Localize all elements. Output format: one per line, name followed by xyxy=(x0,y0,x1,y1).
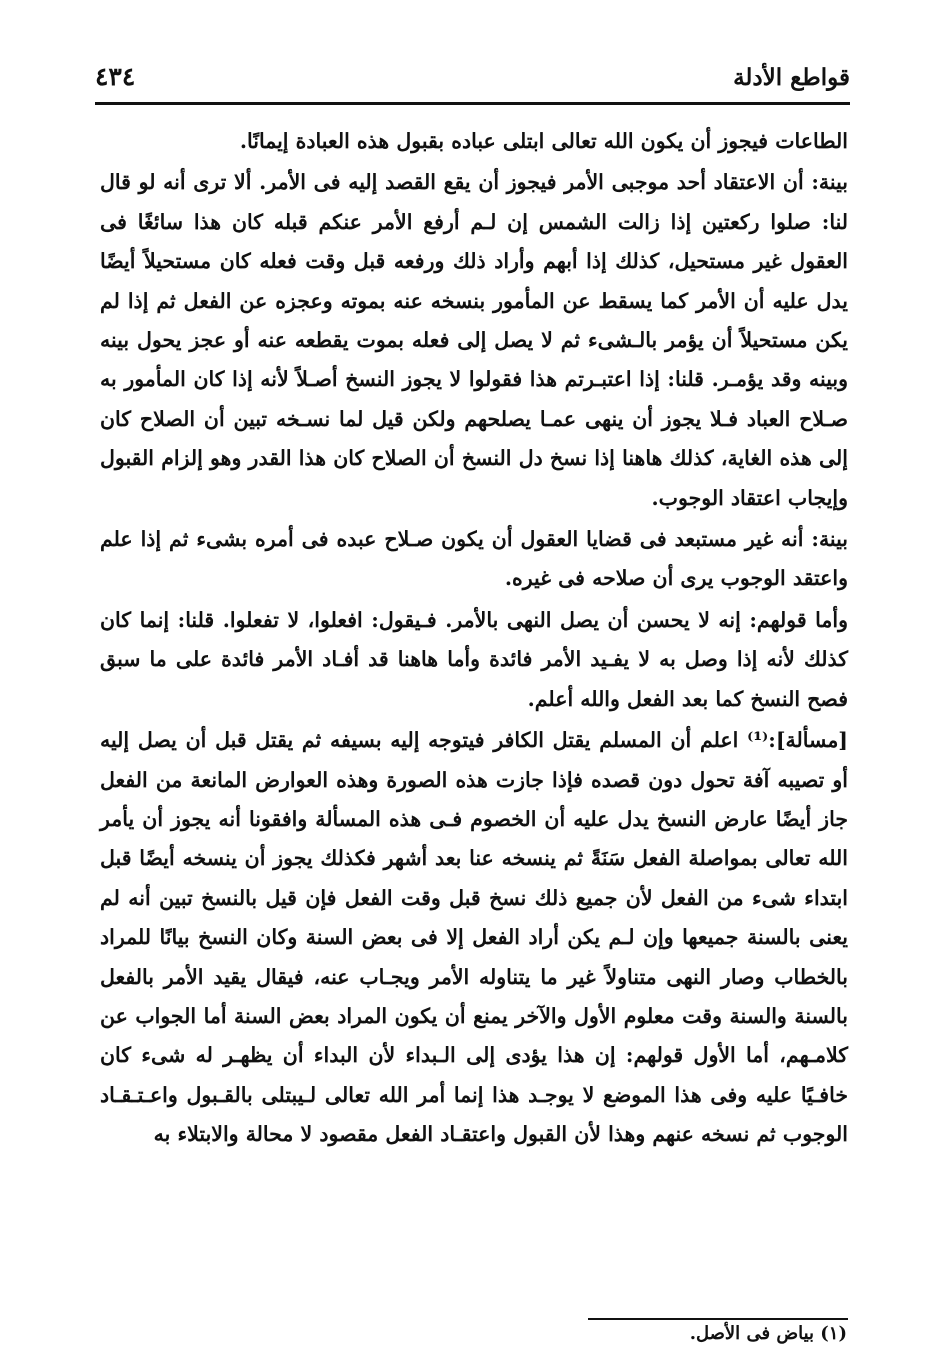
paragraph-text: أن الاعتقاد أحد موجبى الأمر فيجوز أن يقع القصد إليه فى الأمر. ألا ترى أنه لو قال لنا: صلوا ركعتين إذا زالت الشمس إن لـم أرفع الأمر عنكم قبله كان هذا سائغًا فى العقول غير مستحيل، كذلك إذا أبهم وأراد ذلك ورفعه قبل وقت فعله كان مستحيلاً أيضًا يدل عليه أن الأمر كما يسقط عن المأمور بنسخه عنه بموته وعجزه عن الفعل ثم إذا لم يكن مستحيلاً أن يؤمر بالـشىء ثم لا يصل إلى فعله بموت يقطعه عنه أو عجز يحول بينه وبينه وقد يؤمـر. قلنا: إذا اعتبـرتم هذا فقولوا لا يجوز النسخ أصـلاً لأنه إذا كان المأمور به صـلاح العباد فـلا يجوز أن ينهى عمـا يصلحهم ولكن قيل لما نسـخه تبين أن الصلاح كان إلى هذه الغاية، كذلك هاهنا إذا نسخ دل النسخ أن الصلاح كان هذا القدر وهو إلزام القبول وإيجاب اعتقاد الوجوب. xyxy=(100,170,848,510)
paragraph-1 xyxy=(100,122,848,161)
section-label: [مسألة]:⁽¹⁾ xyxy=(747,728,848,753)
header-rule xyxy=(95,102,850,105)
book-title: قواطع الأدلة xyxy=(733,64,850,91)
paragraph-5 xyxy=(100,721,848,1154)
page-number: ٤٣٤ xyxy=(95,62,136,91)
running-header xyxy=(95,60,850,100)
paragraph-label: بينة: xyxy=(811,170,848,195)
paragraph-3 xyxy=(100,520,848,599)
paragraph-text: وأما قولهم: إنه لا يحسن أن يصل النهى بالأمر. فـيقول: افعلوا، لا تفعلوا. قلنا: إنما كان كذلك لأنه إذا وصل به لا يفـيد الأمر فائدة وأما هاهنا قد أفـاد الأمر فائدة على ما سبق فصح النسخ كما بعد الفعل والله أعلم. xyxy=(100,607,848,711)
paragraph-4 xyxy=(100,601,848,719)
paragraph-text: اعلم أن المسلم يقتل الكافر فيتوجه إليه بسيفه ثم يقتل قبل أن يصل إليه أو تصيبه آفة تحول دون قصده فإذا جازت هذه الصورة وهذه العوارض المانعة من الفعل جاز أيضًا عارض النسخ يدل عليه أن الخصوم فـى هذه المسألة وافقونا أنه يجوز أن يأمر الله تعالى بمواصلة الفعل سَنَةً ثم ينسخه عنا بعد أشهر فكذلك يجوز أن ينسخه أيضًا قبل ابتداء شىء من الفعل لأن جميع ذلك نسخ قبل وقت الفعل فإن قيل بالنسخ تبين أنه لم يعنى بالسنة جميعها وإن لـم يكن أراد الفعل إلا فى بعض السنة وكان النسخ بيانًا للمراد بالخطاب وصار النهى متناولاً غير ما يتناوله الأمر ويجـاب عنه، فيقال يقيد الأمر بالفعل بالسنة والسنة وقت معلوم الأول والآخر يمنع أن يكون المراد بعض السنة أما الجواب عن كلامـهم، أما الأول قولهم: إن هذا يؤدى إلى الـبداء لأن البداء أن يظهـر له شىء كان خافـيًا عليه وفى هذا الموضع لا يوجـد هذا إنما أمر الله تعالى لـيبتلى بالقـبول واعـتـقـاد الوجوب ثم نسخه عنهم وهذا لأن القبول واعتقـاد الفعل مقصود لا محالة والابتلاء به xyxy=(100,728,848,1147)
paragraph-2 xyxy=(100,163,848,518)
paragraph-label: بينة: xyxy=(811,527,849,552)
paragraph-text: الطاعات فيجوز أن يكون الله تعالى ابتلى عباده بقبول هذه العبادة إيمانًا. xyxy=(239,129,848,153)
footnote: (١) بياض فى الأصل. xyxy=(689,1323,847,1344)
body-text xyxy=(100,122,848,1157)
paragraph-text: أنه غير مستبعد فى قضايا العقول أن يكون صـلاح عبده فى أمره بشىء ثم إذا علم واعتقد الوجوب يرى أن صلاحه فى غيره. xyxy=(100,527,848,591)
footnote-rule xyxy=(588,1318,848,1320)
